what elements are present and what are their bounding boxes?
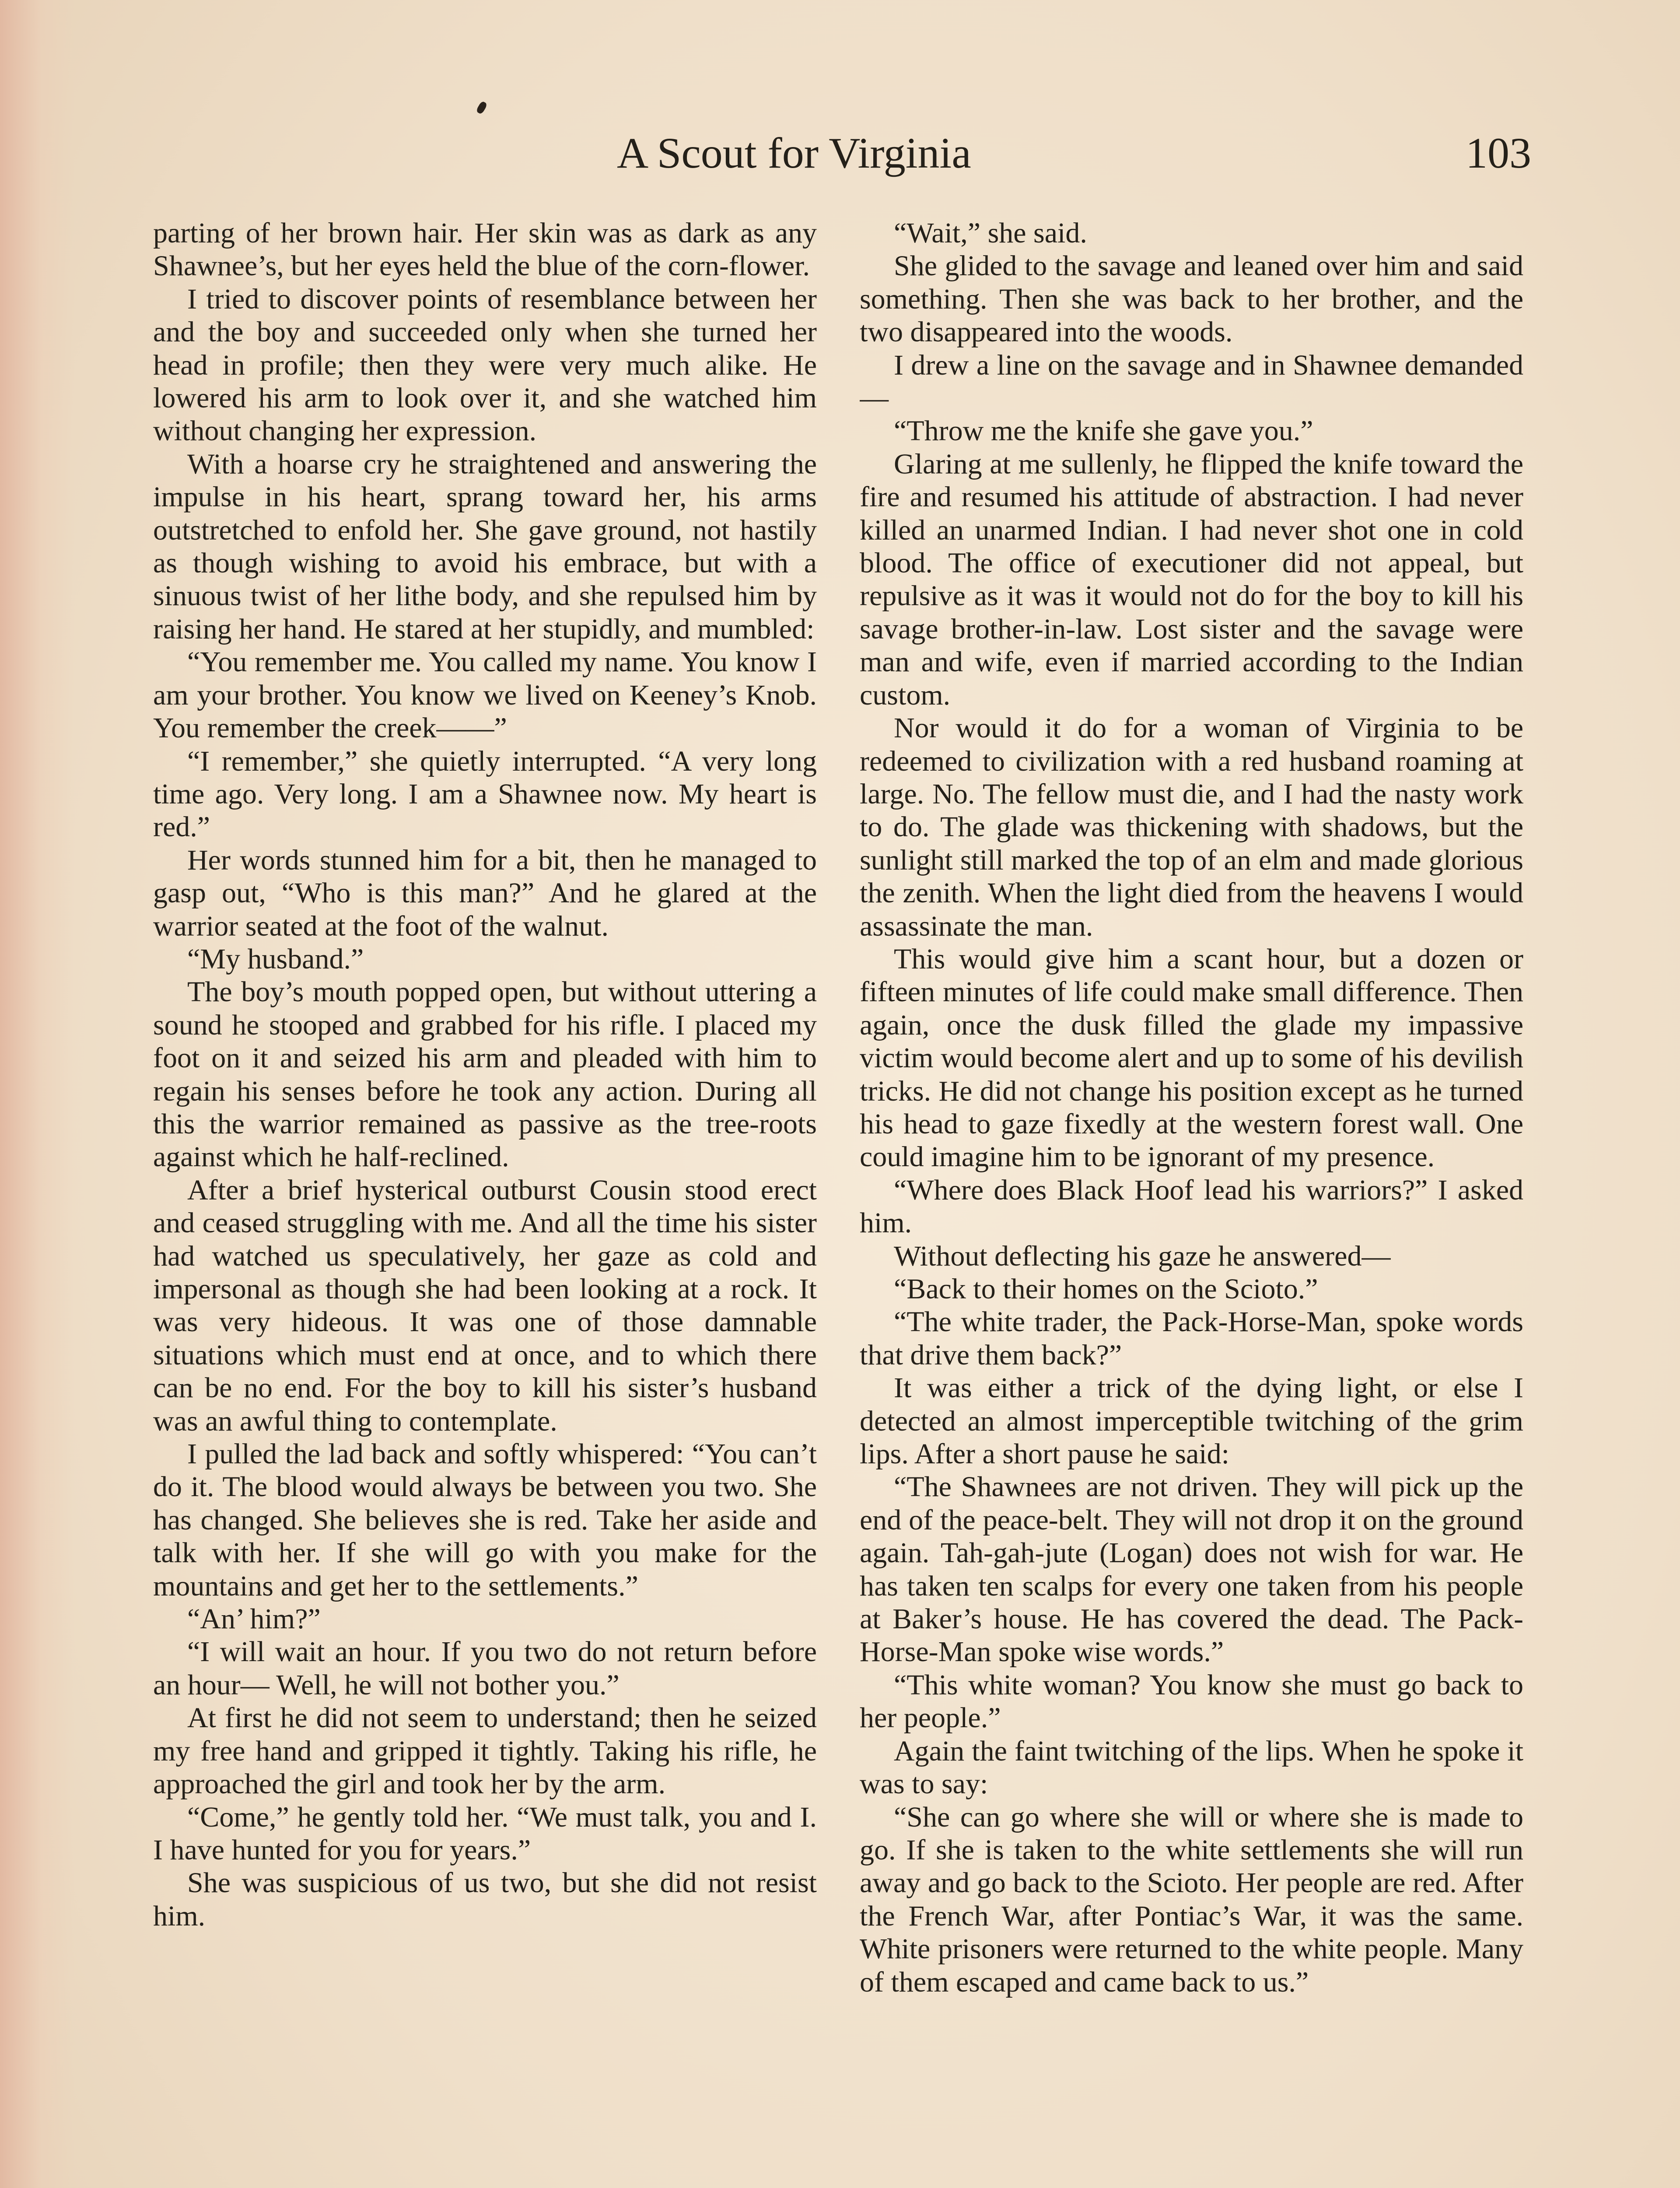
paragraph: I drew a line on the savage and in Shawnee demanded— xyxy=(860,349,1523,414)
paragraph: “Back to their homes on the Scioto.” xyxy=(894,1273,1318,1305)
paragraph: parting of her brown hair. Her skin was as dark as any Shawnee’s, but her eyes held the blue of the corn-flower. xyxy=(153,217,817,282)
paragraph: Glaring at me sullenly, he flipped the knife toward the fire and resumed his attitude of abstraction. I had never killed an unarmed Indian. I had never shot one in cold blood. The office of executioner did not appeal, but repulsive as it was it would not do for the boy to kill his savage brother-in-law. Lost sister and the savage were man and wife, even if married according to the Indian custom. xyxy=(860,448,1523,711)
paragraph: This would give him a scant hour, but a dozen or fifteen minutes of life could make small difference. Then again, once the dusk filled the glade my impassive victim would become alert and up to some of his devilish tricks. He did not change his position except as he turned his head to gaze fixedly at the western forest wall. One could imagine him to be ignorant of my presence. xyxy=(860,943,1523,1173)
paragraph: I pulled the lad back and softly whispered: “You can’t do it. The blood would always be between you two. She has changed. She believes she is red. Take her aside and talk with her. If she will go with you make for the mountains and get her to the settlements.” xyxy=(153,1438,817,1602)
paragraph: “This white woman? You know she must go back to her people.” xyxy=(860,1669,1523,1734)
paragraph: Her words stunned him for a bit, then he managed to gasp out, “Who is this man?” And he glared at the warrior seated at the foot of the walnut. xyxy=(153,844,817,942)
paragraph: Nor would it do for a woman of Virginia to be redeemed to civilization with a red husband roaming at large. No. The fellow must die, and I had the nasty work to do. The glade was thickening with shadows, but the sunlight still marked the top of an elm and made glorious the zenith. When the light died from the heavens I would assassinate the man. xyxy=(860,712,1523,942)
paragraph: “Throw me the knife she gave you.” xyxy=(894,415,1313,447)
paragraph: Again the faint twitching of the lips. When he spoke it was to say: xyxy=(860,1735,1523,1800)
paragraph: She glided to the savage and leaned over him and said something. Then she was back to her brother, and the two disappeared into the woods. xyxy=(860,250,1523,348)
paragraph: “I remember,” she quietly interrupted. “A very long time ago. Very long. I am a Shawnee now. My heart is red.” xyxy=(153,745,817,843)
paragraph: “Come,” he gently told her. “We must talk, you and I. I have hunted for you for years.” xyxy=(153,1801,817,1866)
paragraph: “My husband.” xyxy=(187,943,364,975)
page-edge-shading xyxy=(0,0,74,2188)
paragraph: It was either a trick of the dying light, or else I detected an almost imperceptible twitching of the grim lips. After a short pause he said: xyxy=(860,1372,1523,1470)
running-title: A Scout for Virginia xyxy=(617,129,971,177)
paragraph: “The Shawnees are not driven. They will pick up the end of the peace-belt. They will not drop it on the ground again. Tah-gah-jute (Logan) does not wish for war. He has taken ten scalps for every one taken from his people at Baker’s house. He has covered the dead. The Pack-Horse-Man spoke wise words.” xyxy=(860,1471,1523,1668)
page-header xyxy=(0,118,1680,188)
left-column xyxy=(153,217,817,2188)
paragraph: “She can go where she will or where she is made to go. If she is taken to the white settlements she will run away and go back to the Scioto. Her people are red. After the French War, after Pontiac’s War, it was the same. White prisoners were returned to the white people. Many of them escaped and came back to us.” xyxy=(860,1801,1523,1998)
paragraph: The boy’s mouth popped open, but without uttering a sound he stooped and grabbed for his rifle. I placed my foot on it and seized his arm and pleaded with him to regain his senses before he took any action. During all this the warrior remained as passive as the tree-roots against which he half-reclined. xyxy=(153,976,817,1173)
paragraph: I tried to discover points of resemblance between her and the boy and succeeded only when she turned her head in profile; then they were very much alike. He lowered his arm to look over it, and she watched him without changing her expression. xyxy=(153,283,817,447)
page-number: 103 xyxy=(1466,129,1531,177)
paragraph: After a brief hysterical outburst Cousin stood erect and ceased struggling with me. And all the time his sister had watched us speculatively, her gaze as cold and impersonal as though she had been looking at a rock. It was very hideous. It was one of those damnable situations which must end at once, and to which there can be no end. For the boy to kill his sister’s husband was an awful thing to contemplate. xyxy=(153,1174,817,1437)
paragraph: She was suspicious of us two, but she did not resist him. xyxy=(153,1867,817,1932)
paragraph: “I will wait an hour. If you two do not return before an hour— Well, he will not bother you.” xyxy=(153,1636,817,1701)
ink-speck xyxy=(476,101,488,115)
paragraph: “Where does Black Hoof lead his warriors?” I asked him. xyxy=(860,1174,1523,1239)
paragraph: “An’ him?” xyxy=(187,1603,321,1635)
paragraph: “The white trader, the Pack-Horse-Man, spoke words that drive them back?” xyxy=(860,1306,1523,1371)
paragraph: Without deflecting his gaze he answered— xyxy=(894,1240,1391,1272)
right-column xyxy=(860,217,1523,2188)
paragraph: At first he did not seem to understand; then he seized my free hand and gripped it tightly. Taking his rifle, he approached the girl and took her by the arm. xyxy=(153,1702,817,1800)
paragraph: “You remember me. You called my name. You know I am your brother. You know we lived on Keeney’s Knob. You remember the creek——” xyxy=(153,646,817,744)
paragraph: “Wait,” she said. xyxy=(894,217,1087,249)
paragraph: With a hoarse cry he straightened and answering the impulse in his heart, sprang toward her, his arms outstretched to enfold her. She gave ground, not hastily as though wishing to avoid his embrace, but with a sinuous twist of her lithe body, and she repulsed him by raising her hand. He stared at her stupidly, and mumbled: xyxy=(153,448,817,645)
